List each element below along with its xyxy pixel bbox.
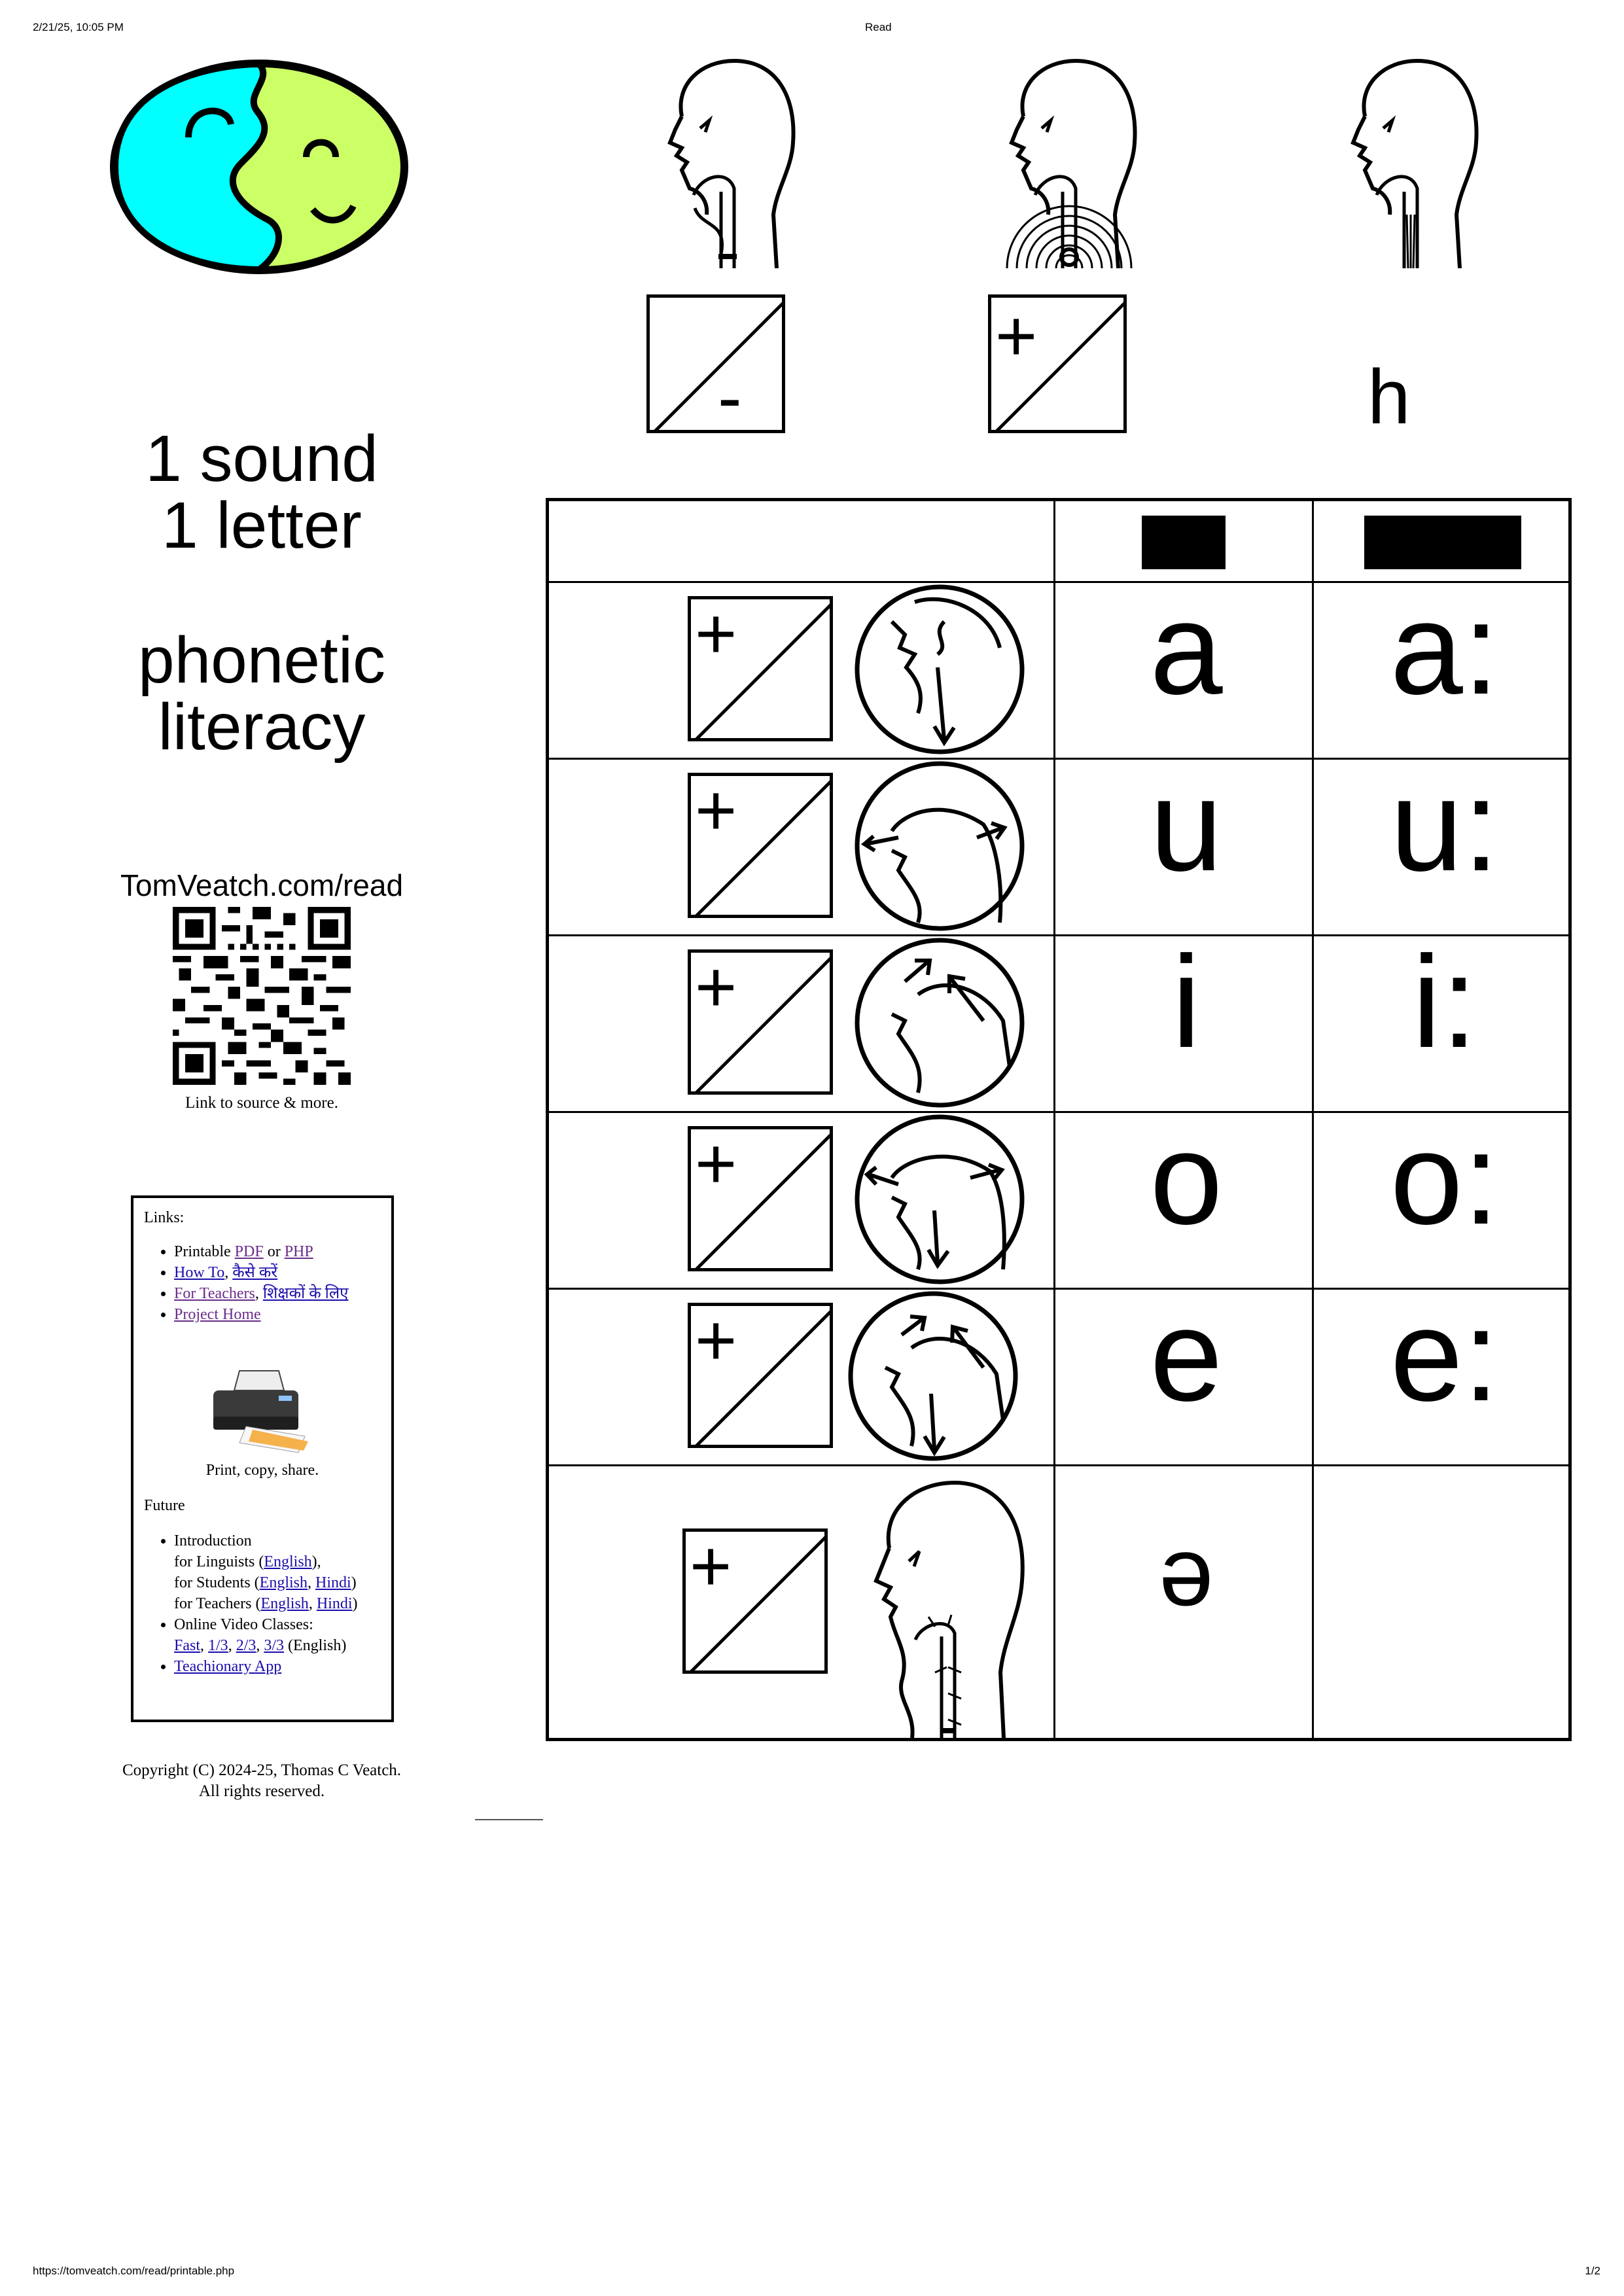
voiced-tile: [688, 1303, 833, 1448]
printable-item: • Printable PDF or PHP: [174, 1241, 381, 1262]
plus-symbol: +: [995, 296, 1038, 376]
plus-symbol: +: [695, 1126, 737, 1204]
project-home-item: [174, 1304, 381, 1325]
voiced-tile: [988, 294, 1127, 433]
teachers-english-link[interactable]: English: [260, 1595, 309, 1612]
teachionary-item: [174, 1656, 381, 1677]
teachionary-link[interactable]: Teachionary App: [174, 1658, 282, 1675]
for-teachers-hindi-link[interactable]: शिक्षकों के लिए: [262, 1285, 349, 1302]
part-2-link[interactable]: 2/3: [236, 1637, 256, 1654]
copyright: Copyright (C) 2024-25, Thomas C Veatch. All rights reserved.: [122, 1761, 402, 1800]
long-length-bar: [1364, 516, 1521, 569]
plus-symbol: +: [690, 1528, 732, 1606]
links-list: [144, 1241, 381, 1325]
head-voiceless-icon: [629, 58, 819, 268]
head-schwa-icon: [837, 1476, 1033, 1738]
voiced-tile: [688, 596, 833, 741]
links-heading: Links:: [144, 1209, 185, 1226]
print-page-number: 1/2: [1585, 2265, 1600, 2277]
voiced-tile: [688, 773, 833, 918]
long-vowel-i: i:: [1412, 929, 1477, 1075]
short-vowel-e: e: [1150, 1282, 1223, 1428]
short-vowel-schwa: ə: [1159, 1516, 1214, 1626]
mouth-round-u-icon: [853, 759, 1027, 933]
voiced-tile: [688, 1126, 833, 1271]
students-hindi-link[interactable]: Hindi: [315, 1574, 351, 1591]
plus-symbol: +: [695, 949, 737, 1027]
voiceless-tile: [646, 294, 785, 433]
teachers-hindi-link[interactable]: Hindi: [316, 1595, 353, 1612]
introduction-item: • Introduction for Linguists (English), for Students (English, Hindi) for Teachers (English, Hindi): [174, 1530, 381, 1614]
long-vowel-a: a:: [1390, 576, 1500, 722]
plus-symbol: +: [695, 773, 737, 851]
mouth-front-i-icon: [853, 936, 1027, 1110]
online-video-item: • Online Video Classes: Fast, 1/3, 2/3, 3/3 (English): [174, 1614, 381, 1656]
divider: [475, 1819, 543, 1820]
links-box: [131, 1195, 394, 1722]
plus-symbol: +: [695, 1303, 737, 1381]
slogan-line-1: 1 sound: [145, 422, 378, 495]
long-vowel-o: o:: [1390, 1106, 1500, 1252]
slogan-line-2: 1 letter: [162, 489, 362, 562]
minus-symbol: -: [718, 357, 742, 433]
future-heading: Future: [144, 1497, 185, 1514]
slogan-line-4: literacy: [158, 690, 366, 764]
mouth-open-a-icon: [853, 582, 1027, 756]
qr-code-icon[interactable]: [173, 907, 351, 1085]
short-vowel-a: a: [1150, 576, 1223, 722]
how-to-item: • How To, कैसे करें: [174, 1262, 381, 1283]
how-to-hindi-link[interactable]: कैसे करें: [232, 1264, 278, 1281]
mouth-round-o-icon: [853, 1112, 1027, 1286]
pdf-link[interactable]: PDF: [234, 1243, 264, 1260]
project-home-link[interactable]: Project Home: [174, 1306, 261, 1323]
vowel-table: [546, 498, 1572, 1741]
slogan-line-3: phonetic: [137, 624, 386, 697]
short-vowel-u: u: [1150, 752, 1223, 898]
voiced-tile: [682, 1528, 828, 1674]
print-date: 2/21/25, 10:05 PM: [33, 21, 124, 33]
print-url: https://tomveatch.com/read/printable.php: [33, 2265, 235, 2277]
print-title: Read: [865, 21, 892, 33]
php-link[interactable]: PHP: [284, 1243, 313, 1260]
print-caption: Print, copy, share.: [205, 1462, 319, 1479]
qr-caption: Link to source & more.: [185, 1094, 338, 1112]
future-list: [144, 1530, 381, 1677]
globe-logo-icon: [110, 59, 408, 275]
for-teachers-link[interactable]: For Teachers: [174, 1285, 255, 1302]
linguists-english-link[interactable]: English: [264, 1553, 312, 1570]
part-3-link[interactable]: 3/3: [264, 1637, 285, 1654]
head-breathy-icon: [1313, 58, 1502, 268]
h-letter: h: [1368, 354, 1411, 440]
site-url: TomVeatch.com/read: [120, 868, 404, 902]
how-to-link[interactable]: How To: [174, 1264, 225, 1281]
voiced-tile: [688, 949, 833, 1095]
for-teachers-item: • For Teachers, शिक्षकों के लिए: [174, 1283, 381, 1304]
plus-symbol: +: [695, 596, 737, 674]
mouth-mid-e-icon: [846, 1289, 1020, 1463]
long-vowel-e: e:: [1390, 1282, 1500, 1428]
short-vowel-o: o: [1150, 1106, 1223, 1252]
short-length-bar: [1142, 516, 1226, 569]
students-english-link[interactable]: English: [259, 1574, 308, 1591]
short-vowel-i: i: [1171, 929, 1201, 1075]
part-1-link[interactable]: 1/3: [208, 1637, 228, 1654]
long-vowel-u: u:: [1390, 752, 1500, 898]
head-voiced-icon: [971, 58, 1161, 268]
fast-link[interactable]: Fast: [174, 1637, 201, 1654]
printer-icon: [207, 1364, 318, 1456]
